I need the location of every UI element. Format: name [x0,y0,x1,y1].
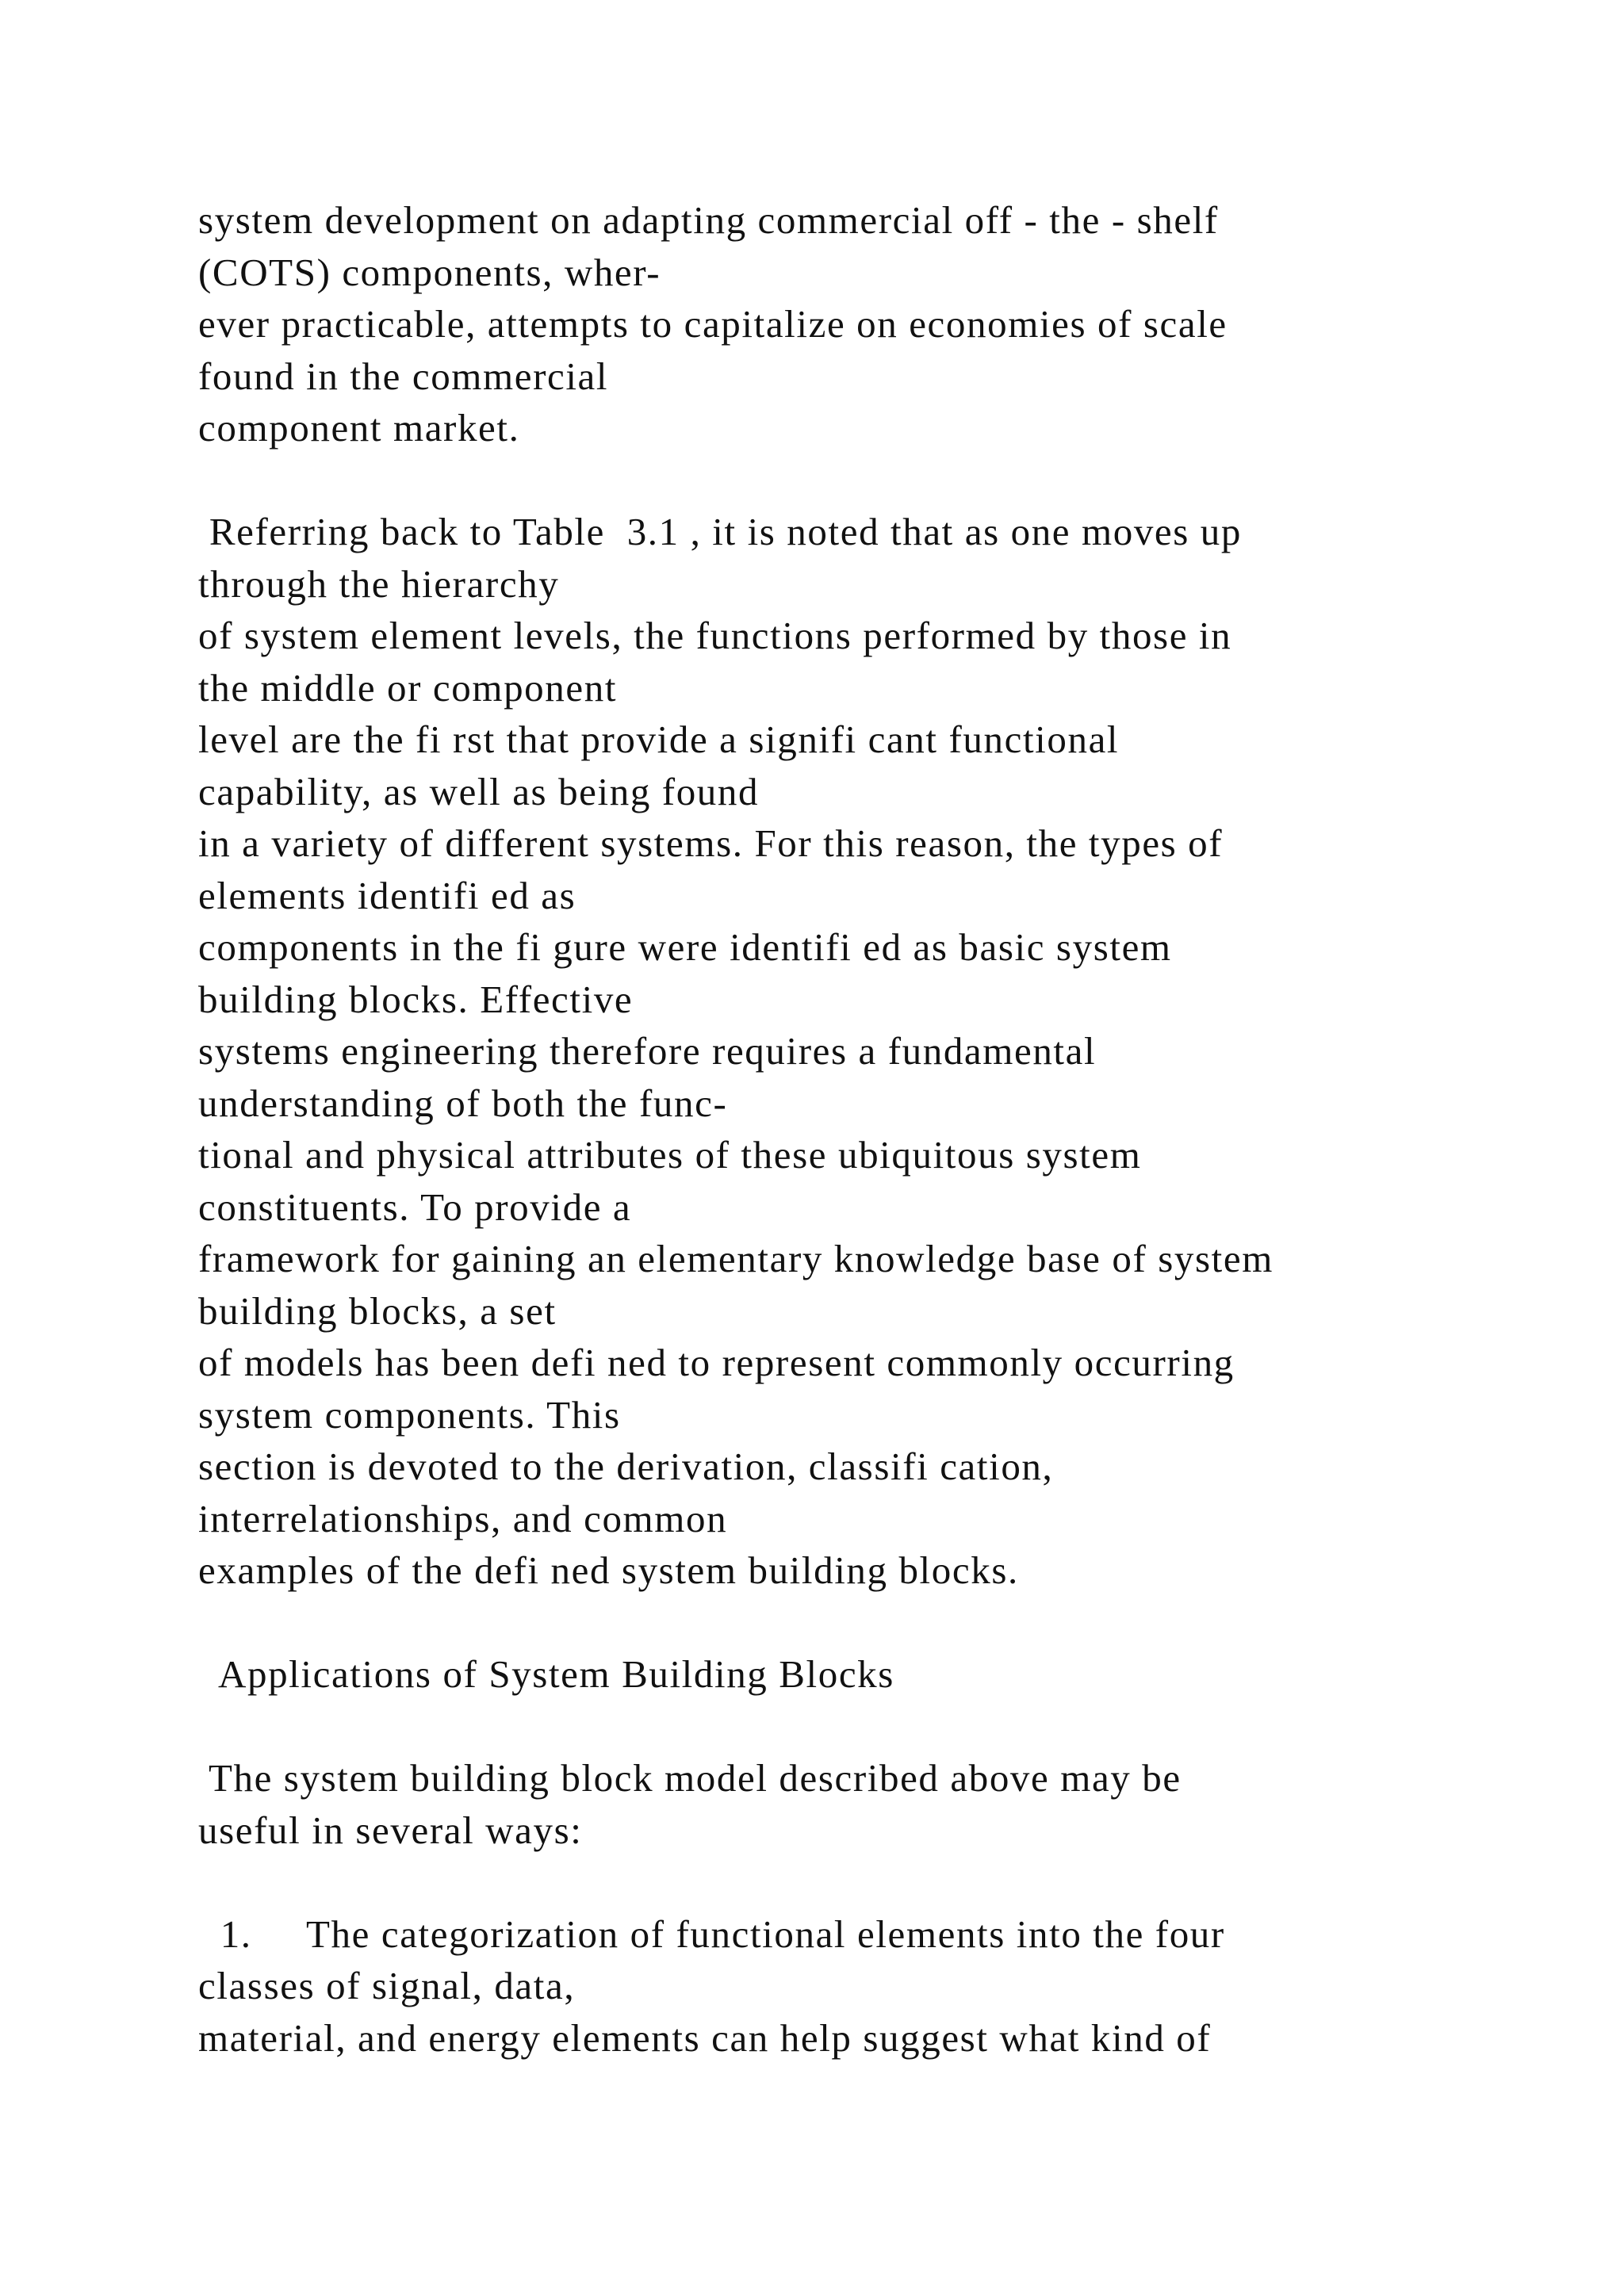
text-line: component market. [198,406,520,450]
text-line: found in the commercial [198,354,609,398]
text-line: framework for gaining an elementary knowledge base of system [198,1237,1274,1280]
text-line: of system element levels, the functions performed by those in [198,614,1232,657]
paragraph-gap [198,454,1499,507]
text-line: classes of signal, data, [198,1964,576,2007]
section-heading [198,1648,1499,1701]
text-line: examples of the defi ned system building blocks. [198,1548,1019,1592]
text-line: material, and energy elements can help suggest what kind of [198,2015,1212,2060]
paragraph-gap [198,1701,1499,1753]
paragraph-usefulness [198,1752,1499,1856]
text-line: 1. The categorization of functional elements into the four [198,1911,1225,1956]
text-line: ever practicable, attempts to capitalize on economies of scale [198,302,1228,346]
text-line: constituents. To provide a [198,1184,632,1229]
paragraph-gap [198,1597,1499,1649]
text-line: The system building block model described above may be [198,1756,1182,1800]
text-line: Referring back to Table 3.1 , it is noted that as one moves up [198,510,1242,553]
text-line: system components. This [198,1392,621,1437]
text-line: system development on adapting commercial off - the - shelf [198,198,1219,242]
text-line: tional and physical attributes of these ubiquitous system [198,1133,1142,1177]
text-line: understanding of both the func- [198,1081,728,1125]
list-item-1 [198,1908,1499,2064]
text-line: of models has been defi ned to represent commonly occurring [198,1341,1235,1384]
text-line: the middle or component [198,665,618,710]
text-line: elements identifi ed as [198,873,576,917]
heading-text: Applications of System Building Blocks [198,1652,894,1696]
text-column [198,194,1499,2064]
text-line: building blocks. Effective [198,977,634,1021]
text-line: in a variety of different systems. For this reason, the types of [198,821,1224,865]
paragraph-hierarchy [198,506,1499,1597]
text-line: capability, as well as being found [198,769,760,813]
text-line: components in the fi gure were identifi ed as basic system [198,925,1172,969]
text-line: section is devoted to the derivation, classifi cation, [198,1445,1054,1488]
text-line: useful in several ways: [198,1808,583,1852]
text-line: level are the fi rst that provide a signifi cant functional [198,718,1120,761]
paragraph-cots [198,194,1499,454]
text-line: systems engineering therefore requires a fundamental [198,1029,1097,1073]
text-line: interrelationships, and common [198,1496,728,1540]
text-line: building blocks, a set [198,1288,557,1333]
text-line: through the hierarchy [198,561,560,606]
paragraph-gap [198,1856,1499,1908]
text-line: (COTS) components, wher- [198,250,661,294]
